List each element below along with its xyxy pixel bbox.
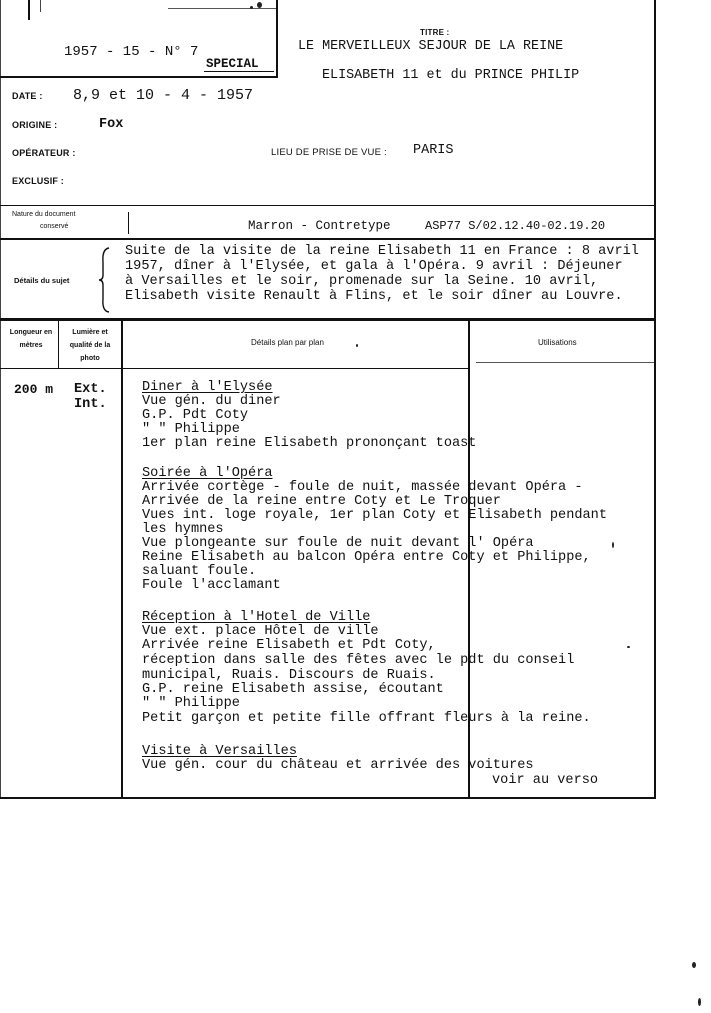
origine-value: Fox — [99, 117, 124, 132]
header-longueur: Longueur en mètres — [9, 329, 53, 349]
title-line-1: LE MERVEILLEUX SEJOUR DE LA REINE — [298, 39, 564, 54]
plan-line: G.P. reine Elisabeth assise, écoutant — [142, 682, 444, 697]
header-details-plan: Détails plan par plan — [251, 338, 324, 347]
lieu-label: LIEU DE PRISE DE VUE : — [271, 147, 387, 158]
details-sujet-text — [125, 245, 655, 309]
ink-speck — [698, 998, 701, 1006]
plan-line: Petit garçon et petite fille offrant fleurs à la reine. — [142, 711, 591, 726]
continue-note: voir au verso — [492, 773, 599, 788]
ink-speck — [692, 962, 696, 968]
plan-line: " " Philippe — [142, 696, 240, 711]
utilisations-dash — [476, 362, 654, 363]
section-heading: Visite à Versailles — [142, 744, 297, 759]
details-line-3: à Versailles et le soir, promenade sur la Seine. 10 avril, — [125, 274, 599, 289]
nature-bottom-rule — [0, 238, 656, 240]
title-line-2: ELISABETH 11 et du PRINCE PHILIP — [322, 68, 580, 83]
col-divider-2 — [121, 321, 123, 799]
nature-label-2: conservé — [40, 223, 69, 230]
top-dash-rule — [168, 8, 276, 9]
ink-speck — [250, 6, 253, 9]
ink-speck — [612, 542, 614, 548]
card-bottom-border — [0, 797, 656, 799]
ink-speck — [356, 344, 358, 347]
plan-line: municipal, Ruais. Discours de Ruais. — [142, 668, 436, 683]
special-label: SPECIAL — [206, 57, 259, 71]
ref-box-right-border — [276, 0, 278, 77]
nature-top-rule — [0, 205, 656, 206]
plan-line: Arrivée cortège - foule de nuit, massée devant Opéra - — [142, 480, 583, 495]
date-label: DATE : — [12, 91, 43, 101]
punch-mark — [28, 0, 30, 20]
table-header-rule — [0, 368, 470, 369]
details-brace — [98, 247, 112, 313]
plan-details — [142, 381, 642, 791]
details-line-2: 1957, dîner à l'Elysée, et gala à l'Opéra. 9 avril : Déjeuner — [125, 259, 623, 274]
nature-label-1: Nature du document — [12, 211, 76, 218]
ref-box-bottom-border — [0, 76, 278, 78]
ink-speck — [257, 2, 262, 8]
plan-line: 1er plan reine Elisabeth prononçant toast — [142, 436, 477, 451]
title-label: TITRE : — [420, 28, 450, 37]
plan-line: Foule l'acclamant — [142, 578, 281, 593]
plan-line: Vue plongeante sur foule de nuit devant l' Opéra — [142, 536, 534, 551]
row-lumiere-1: Ext. — [74, 382, 107, 397]
ink-speck — [627, 646, 630, 648]
plan-line: " " Philippe — [142, 422, 240, 437]
row-longueur: 200 m — [14, 382, 54, 397]
plan-line: Arrivée reine Elisabeth et Pdt Coty, — [142, 638, 436, 653]
plan-line: Vue ext. place Hôtel de ville — [142, 624, 379, 639]
card-left-border — [0, 0, 1, 798]
section-heading: Soirée à l'Opéra — [142, 466, 273, 481]
plan-line: les hymnes — [142, 522, 224, 537]
details-line-4: Elisabeth visite Renault à Flins, et le soir dîner au Louvre. — [125, 289, 623, 304]
lieu-value: PARIS — [413, 143, 454, 158]
card-right-border — [654, 0, 656, 798]
details-line-1: Suite de la visite de la reine Elisabeth 11 en France : 8 avril — [125, 244, 639, 259]
section-heading: Réception à l'Hotel de Ville — [142, 610, 371, 625]
plan-line: G.P. Pdt Coty — [142, 408, 249, 423]
plan-line: Vue gén. cour du château et arrivée des voitures — [142, 758, 534, 773]
row-lumiere-2: Int. — [74, 397, 107, 412]
special-underline — [204, 71, 274, 72]
details-sujet-label: Détails du sujet — [14, 276, 70, 285]
punch-mark-2 — [40, 0, 41, 12]
nature-brace — [128, 212, 129, 234]
origine-label: ORIGINE : — [12, 120, 58, 130]
nature-code: ASP77 S/02.12.40-02.19.20 — [425, 219, 606, 233]
plan-line: saluant foule. — [142, 564, 257, 579]
details-bottom-rule — [0, 318, 656, 321]
plan-line: réception dans salle des fêtes avec le pdt du conseil — [142, 653, 575, 668]
col-divider-1 — [58, 321, 59, 369]
plan-line: Arrivée de la reine entre Coty et Le Troquer — [142, 494, 501, 509]
reference-number: 1957 - 15 - N° 7 — [64, 44, 199, 60]
nature-value: Marron - Contretype — [248, 219, 391, 233]
plan-line: Vues int. loge royale, 1er plan Coty et Elisabeth pendant — [142, 508, 607, 523]
date-value: 8,9 et 10 - 4 - 1957 — [73, 87, 254, 104]
plan-line: Reine Elisabeth au balcon Opéra entre Coty et Philippe, — [142, 550, 591, 565]
exclusif-label: EXCLUSIF : — [12, 176, 65, 186]
plan-line: Vue gén. du diner — [142, 394, 281, 409]
section-heading: Diner à l'Elysée — [142, 380, 273, 395]
header-lumiere: Lumière et qualité de la photo — [69, 329, 111, 362]
operateur-label: OPÉRATEUR : — [12, 148, 76, 158]
header-utilisations: Utilisations — [538, 338, 577, 347]
